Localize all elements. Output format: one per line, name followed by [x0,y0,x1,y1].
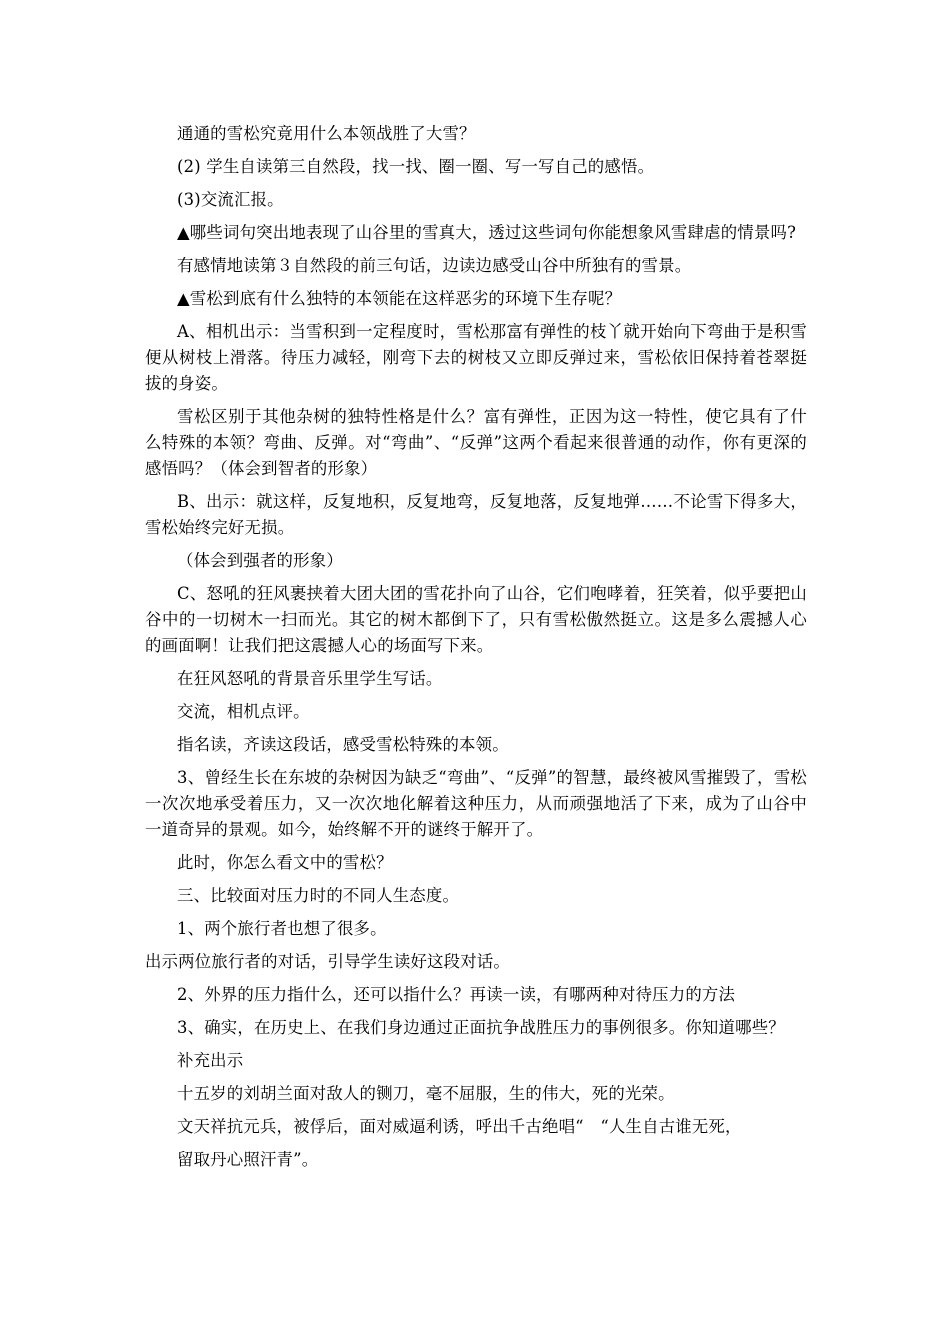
paragraph: C、怒吼的狂风裹挟着大团大团的雪花扑向了山谷，它们咆哮着，狂笑着，似乎要把山谷中的一切树木一扫而光。其它的树木都倒下了，只有雪松傲然挺立。这是多么震撼人心的画面啊！让我们把这震撼人心的场面写下来。 [145,584,807,655]
paragraph: (2) 学生自读第三自然段，找一找、圈一圈、写一写自己的感悟。 [177,157,655,176]
paragraph: 通通的雪松究竟用什么本领战胜了大雪？ [177,124,476,143]
paragraph: 2、外界的压力指什么，还可以指什么？再读一读，有哪两种对待压力的方法 [177,985,736,1004]
paragraph: 此时，你怎么看文中的雪松？ [177,853,393,872]
paragraph: A、相机出示：当雪积到一定程度时，雪松那富有弹性的枝丫就开始向下弯曲于是积雪便从树枝上滑落。待压力减轻，刚弯下去的树枝又立即反弹过来，雪松依旧保持着苍翠挺拔的身姿。 [145,322,807,393]
paragraph: ▲哪些词句突出地表现了山谷里的雪真大，透过这些词句你能想象风雪肆虐的情景吗? [177,223,797,242]
paragraph: (3)交流汇报。 [177,190,284,209]
paragraph: 雪松区别于其他杂树的独特性格是什么？富有弹性，正因为这一特性，使它具有了什么特殊的本领？弯曲、反弹。对“弯曲”、“反弹”这两个看起来很普通的动作，你有更深的感悟吗？（体会到智者的形象） [145,407,807,478]
document-page [145,121,807,1180]
paragraph: 出示两位旅行者的对话，引导学生读好这段对话。 [145,952,510,971]
paragraph: ▲雪松到底有什么独特的本领能在这样恶劣的环境下生存呢？ [177,289,622,308]
paragraph: 在狂风怒吼的背景音乐里学生写话。 [177,669,443,688]
paragraph: 有感情地读第３自然段的前三句话，边读边感受山谷中所独有的雪景。 [177,256,692,275]
paragraph: 3、曾经生长在东坡的杂树因为缺乏“弯曲”、“反弹”的智慧，最终被风雪摧毁了，雪松一次次地承受着压力，又一次次地化解着这种压力，从而顽强地活了下来，成为了山谷中一道奇异的景观。如今，始终解不开的谜终于解开了。 [145,768,807,839]
paragraph: B、出示：就这样，反复地积，反复地弯，反复地落，反复地弹……不论雪下得多大，雪松始终完好无损。 [145,492,807,537]
paragraph: 交流，相机点评。 [177,702,310,721]
paragraph: （体会到强者的形象） [177,551,343,570]
paragraph: 留取丹心照汗青”。 [177,1150,319,1169]
paragraph: 十五岁的刘胡兰面对敌人的铡刀，毫不屈服，生的伟大，死的光荣。 [177,1084,675,1103]
paragraph: 3、确实，在历史上、在我们身边通过正面抗争战胜压力的事例很多。你知道哪些？ [177,1018,785,1037]
paragraph: 1、两个旅行者也想了很多。 [177,919,387,938]
paragraph: 指名读，齐读这段话，感受雪松特殊的本领。 [177,735,509,754]
section-heading: 三、比较面对压力时的不同人生态度。 [177,886,460,905]
paragraph: 补充出示 [177,1051,244,1070]
paragraph: 文天祥抗元兵，被俘后，面对威逼利诱，呼出千古绝唱“ “人生自古谁无死， [177,1117,742,1136]
